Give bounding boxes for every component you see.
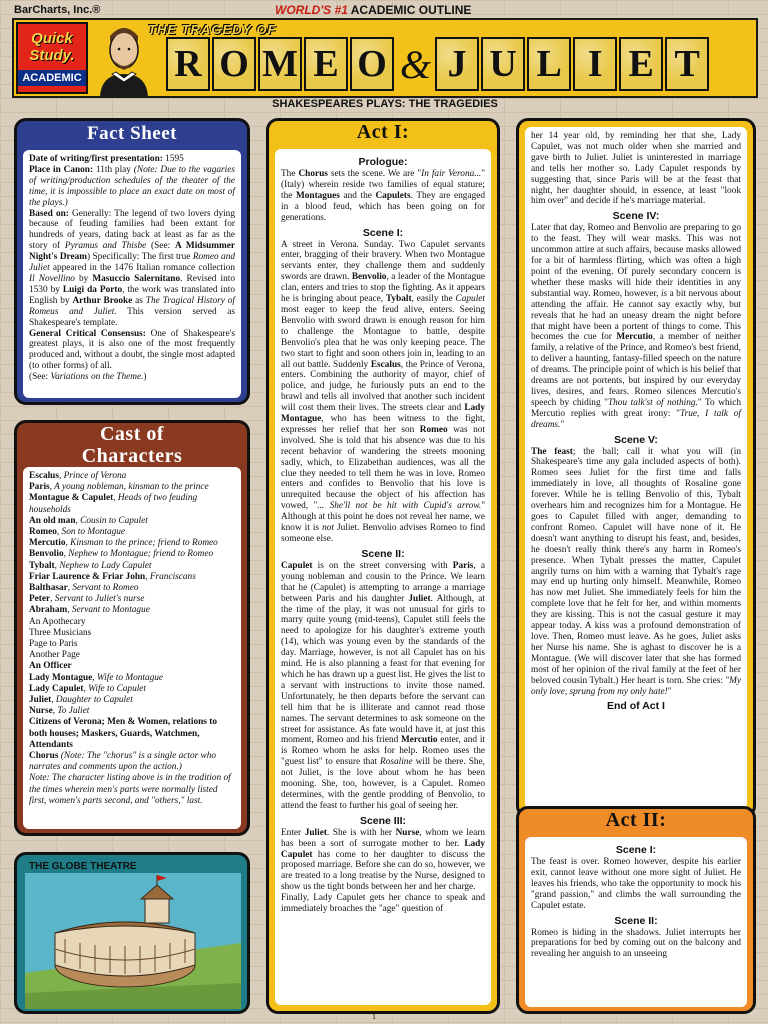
cast-entry — [29, 471, 235, 482]
scene-2-heading: Scene II: — [361, 547, 405, 560]
cast-entry — [29, 493, 235, 515]
end-of-act-1: End of Act I — [607, 700, 665, 713]
text-run: 11th play — [93, 164, 134, 175]
text-run: A street in Verona. Sunday. Two Capulet servants enter, bragging of their bravery. When two Montague servants enter, they challenge them and suddenly swords are drawn. — [281, 239, 485, 283]
text-run: Montagues — [295, 190, 340, 201]
text-run: Escalus — [29, 471, 59, 481]
text-run: An Apothecary — [29, 616, 86, 627]
text-run: Citizens of Verona; Men & Women, relations to both houses; Maskers, Guards, Watchmen, Attendants — [29, 717, 217, 750]
series-highlight: WORLD'S #1 — [275, 3, 348, 17]
text-run: Montague & Capulet — [29, 493, 114, 504]
text-run: most eager to keep the feud alive, enters. Seeing Benvolio with sword drawn is enough reason for him to challenge the Montague to battle, despite Benvolio's plea that he was only keeping peace. The two start to fight and soon others join in, leading to an all out battle. Suddenly — [281, 304, 485, 370]
text-run: , Kinsman to the prince; friend to Romeo — [65, 538, 218, 549]
text-run: not — [322, 523, 334, 534]
text-run: , To Juliet — [52, 706, 90, 717]
text-run: enter, and it is Romeo whom he asks for help. Romeo uses the "guest list" to ensure that — [281, 735, 485, 768]
text-run: Chorus — [29, 751, 59, 762]
title-letter: O — [350, 37, 394, 91]
text-run: Pyramus and Thisbe — [64, 241, 147, 252]
page-number: 1 — [372, 1012, 376, 1021]
text-run: Mercutio — [401, 735, 438, 746]
text-run: Nurse — [395, 827, 420, 838]
globe-title: THE GLOBE THEATRE — [29, 861, 137, 872]
text-run: ... She'll not be hit with Cupid's arrow. — [317, 501, 482, 512]
text-run: , a young nobleman and cousin to the Prince. We learn that he (Capulet) is attempting to arrange a marriage between Paris and his daughter — [281, 560, 486, 604]
text-run: Mercutio — [616, 332, 653, 343]
act-1-panel — [266, 118, 500, 1014]
text-run: , a leader of the Montague clan, enters and tries to stop the fighting. As it appears he is bringing about peace, — [281, 272, 486, 305]
text-run: My only love, sprung from my only hate! — [531, 675, 741, 697]
text-run: Juliet. Benvolio advises Romeo to find someone else. — [281, 523, 485, 544]
text-run: , the Prince of Verona, enters. Combining the authority of mayor, chief of police, and judge, he furiously puts an end to the brawl and tells all involved that another such incident will cost them their lives. The streets clear and — [281, 359, 485, 414]
text-run: Escalus — [370, 359, 401, 370]
text-run: Nurse — [29, 706, 53, 717]
scene-5-heading: Scene V: — [614, 433, 658, 446]
text-run: Generally: The legend of two lovers dying because of feuding families had been extant for hundreds of years, dating back at least as far as the story of — [29, 208, 235, 252]
cast-panel — [14, 420, 250, 836]
text-run: Romeo — [29, 527, 57, 538]
text-run: Lady Montague — [29, 672, 93, 683]
text-run: General Critical Consensus: — [29, 328, 146, 339]
scene-1-heading: Scene I: — [362, 226, 404, 239]
title-letter: O — [212, 37, 256, 91]
text-run: by — [74, 273, 93, 284]
text-run: Lady Montague — [281, 403, 485, 425]
text-run: , Servant to Juliet's nurse — [50, 594, 145, 605]
text-run: Juliet — [408, 593, 431, 604]
text-run: Tybalt — [29, 560, 55, 571]
text-run: ; the ball; call it what you will (in Shakespeare's time any gala included aspects of both). Romeo sees Juliet for the first time and falls immediately in love, all thoughts of Rosaline gone forever. While he is telling Benvolio of this, Tybalt overhears him and recognizes him for a Montague. He goes to Capulet filled with anger, demanding to confront Romeo. Capulet will have none of it. He doesn't want anything to disrupt his feast, and, besides, he doesn't really think there's any harm in Romeo's presence. When Tybalt presses the matter, Capulet angrily turns on him with a warning that Tybalt's rage may end up hurting only himself. Meanwhile, Romeo has now met Juliet. She immediately feels for him the complete love that he felt for her, and within moments they are kissing. This is not the casual gesture it may appear today. A kiss was a profound demonstration of love. Then, Romeo must leave. As he goes, Juliet asks her Nurse his name. She is aghast to discover he is a Montague. (We will discover later that she has formed most of her opinion of the rival family at the feet of her beloved cousin Tybalt.) Her heart is torn. She cries: " — [531, 446, 741, 686]
text-run: was not involved. She is told that his absence was due to his recent behavior of wandering the streets mooning sadly, which, to Elizabethan audiences, was all the clue they needed to tell them he was in love. Romeo enters and confides to Benvolio that his love is unrequited because the object of his affection has vowed, " — [281, 424, 485, 512]
series-rest: ACADEMIC OUTLINE — [350, 3, 472, 17]
text-run: and the — [339, 190, 376, 201]
cast-title — [17, 423, 247, 467]
text-run: Arthur Brooke — [72, 295, 133, 306]
series-label — [275, 3, 471, 17]
title-letter: R — [166, 37, 210, 91]
shakespeare-portrait — [92, 20, 156, 96]
series-strip: SHAKESPEARES PLAYS: THE TRAGEDIES — [272, 98, 498, 110]
act-2-title: Act II: — [605, 809, 667, 831]
scene-4-heading: Scene IV: — [612, 210, 660, 223]
text-run: " — [560, 419, 565, 430]
text-run: , who has been witness to the fight, expresses her relief that her son — [281, 414, 485, 435]
cast-entry — [29, 527, 235, 538]
cast-entry — [29, 516, 235, 527]
text-run: Later that day, Romeo and Benvolio are preparing to go to the feast. They will wear masks. This was not uncommon attire at such affairs, because masks allowed for a bit of harmless flirting, which was often a high point of the evening. Of purely secondary concern is whether these masks will hide their identities in any substantial way. Romeo, however, — [531, 223, 741, 299]
text-run: Benvolio — [29, 549, 64, 560]
cast-entry — [29, 639, 235, 650]
text-run: sets the scene. We are " — [327, 169, 422, 179]
title-subtitle: THE TRAGEDY OF — [148, 22, 277, 37]
cast-entry — [29, 695, 235, 706]
text-run: , Wife to Capulet — [83, 683, 147, 694]
text-run: Romeo and Juliet — [29, 252, 235, 274]
cast-entry — [29, 628, 235, 639]
globe-theatre-illustration — [25, 873, 241, 1009]
text-run: The Tragical History of Romeus and Juliet. — [29, 295, 235, 317]
text-run: , Heads of two feuding households — [29, 493, 198, 515]
cast-entry — [29, 673, 235, 684]
text-run: Another Page — [29, 650, 80, 661]
text-run: , Prince of Verona — [58, 471, 127, 481]
text-run: , a member of neither family, a relative of the Prince, and Romeo's best friend, to deliver a haunting, fantasy-filled speech on the nature of dreams. The principle point of which is his belief that dreams are not portents, but inspired by our everyday lives, desires, and fears. Romeo silences Mercutio's speech by chiding " — [531, 332, 742, 408]
logo-line-3: ACADEMIC — [18, 70, 86, 86]
text-run: Capulet — [281, 560, 313, 571]
cast-entry — [29, 661, 235, 672]
text-run: will be there. She, not Juliet, is the love about whom he has been mooning. She, too, however, is a Capulet. Romeo determines, with the gentle prodding of Benvolio, to attend the feast to further his goal of seeing her. — [281, 757, 485, 811]
text-run: Juliet — [304, 827, 327, 838]
title-letter: T — [665, 37, 709, 91]
act-1-continued-body — [525, 127, 747, 809]
globe-theatre-panel — [14, 852, 250, 1014]
text-run: , the work was translated into English by — [29, 284, 235, 306]
text-run: Romeo — [419, 424, 448, 435]
text-run: . Revised into 1530 by — [29, 273, 235, 295]
text-run: , Son to Montague — [56, 527, 126, 538]
text-run: ) — [143, 372, 147, 383]
text-run: , easily the — [411, 294, 456, 305]
text-run: . She is with her — [326, 827, 396, 838]
text-run: The feast is over. Romeo however, despite his earlier exit, cannot leave without one more sight of Juliet. He leaves his friends, who take the opportunity to mock his "grand passion," and climbs the wall surrounding the Capulet estate. — [531, 857, 741, 911]
act-2-scene-2-heading: Scene II: — [614, 914, 658, 927]
text-run: An Officer — [29, 661, 72, 672]
text-run: Capulet — [455, 294, 485, 305]
text-run: This version served as Shakespeare's template. — [29, 306, 235, 328]
title-letter: L — [527, 37, 571, 91]
text-run: Thou talk'st of nothing. — [607, 397, 698, 408]
text-run: , Nephew to Montague; friend to Romeo — [63, 549, 214, 560]
act-1-body — [275, 149, 491, 1005]
text-run: The feast — [531, 446, 573, 457]
text-run: , whom we learn has been a sort of surrogate mother to her. — [281, 827, 485, 849]
cast-entry — [29, 561, 235, 572]
text-run: (See: — [146, 241, 175, 252]
cast-entry — [29, 482, 235, 493]
title-letter: E — [304, 37, 348, 91]
text-run: Variations on the Theme. — [50, 372, 144, 383]
cast-entry — [29, 594, 235, 605]
text-run: Cast of — [99, 423, 165, 445]
title-letter: M — [258, 37, 302, 91]
text-run: Romeo is hiding in the shadows. Juliet interrupts her preparations for bed by coming out on the balcony and revealing her anguish to an unseeing — [531, 927, 741, 960]
play-title — [166, 36, 711, 92]
text-run: Paris — [29, 482, 50, 493]
text-run: Tybalt — [385, 294, 412, 305]
text-run: Benvolio — [351, 272, 387, 283]
text-run: Three Musicians — [29, 627, 92, 638]
text-run: Balthasar — [29, 583, 68, 594]
logo-line-1: Quick — [31, 30, 73, 47]
text-run: . They are engaged in a blood feud, which has been going on for generations. — [281, 190, 485, 223]
text-run: " To which Mercutio replies with great irony: " — [531, 397, 741, 419]
text-run: An old man — [29, 515, 76, 526]
text-run: True, I talk of dreams. — [531, 408, 742, 430]
logo-line-2: Study. — [29, 47, 75, 64]
title-letter: I — [573, 37, 617, 91]
title-letter: J — [435, 37, 479, 91]
cast-entry — [29, 706, 235, 717]
text-run: One of Shakespeare's greatest plays, it is also one of the most frequently produced and, without a doubt, the single most adapted (to other forms) of all. — [29, 328, 235, 372]
act-2-scene-1-heading: Scene I: — [615, 844, 657, 856]
fact-sheet-body — [23, 150, 241, 398]
title-letter: U — [481, 37, 525, 91]
act-1-continued-panel — [516, 118, 756, 818]
text-run: as — [132, 295, 146, 306]
quickstudy-logo — [16, 22, 88, 94]
text-run: Friar Laurence & Friar John — [29, 571, 146, 582]
text-run: Characters — [81, 445, 183, 467]
act-1-title: Act I: — [356, 121, 410, 143]
text-run: Note: The character listing above is in the tradition of the times wherein men's parts were normally listed first, women's parts second, and "others," last. — [29, 773, 231, 806]
text-run: , Servant to Montague — [67, 605, 150, 616]
text-run: Finally, Lady Capulet gets her chance to speak and immediately broaches the "age" question of — [281, 893, 485, 915]
prologue-heading: Prologue: — [358, 156, 408, 168]
text-run: her 14 year old, by reminding her that she, Lady Capulet, was not much older when she married and gave birth to Juliet. Juliet is uninterested in marriage and tells her mother so. Lady Capulet responds by suggesting that, since Paris will be at the feast that night, her daughter should, in essence, at least "look him over" and decide if he's marriage material. — [531, 131, 741, 207]
text-run: Juliet — [29, 695, 52, 706]
text-run: appeared in the 1476 Italian romance collection — [49, 263, 235, 274]
text-run: Date of writing/first presentation: — [29, 154, 163, 164]
text-run: Place in Canon: — [29, 164, 94, 175]
text-run: , A young nobleman, kinsman to the prince — [49, 482, 209, 493]
text-run: Masuccio Salernitano — [92, 273, 181, 284]
cast-entry — [29, 549, 235, 560]
text-run: has come to her daughter to discuss the proposed marriage. Before she can do so, however, we are treated to a long treatise by the Nurse, designed to show us the tight bonds between her and her charge. — [281, 849, 485, 893]
text-run: is on the street conversing with — [312, 560, 453, 571]
text-run: Paris — [452, 560, 474, 571]
scene-3-heading: Scene III: — [359, 814, 407, 827]
cast-entry — [29, 684, 235, 695]
text-run: ) Specifically: The first true — [87, 252, 193, 263]
text-run: " (Italy) wherein reside two families of equal stature; the — [281, 169, 486, 201]
title-ampersand: & — [400, 41, 432, 87]
text-run: A Midsummer Night's Dream — [29, 241, 235, 263]
title-letter: E — [619, 37, 663, 91]
text-run: , Franciscans — [145, 571, 196, 582]
text-run: , Cousin to Capulet — [75, 515, 148, 526]
text-run: Page to Paris — [29, 639, 78, 650]
text-run: Peter — [29, 594, 51, 605]
publisher-name: BarCharts, Inc.® — [14, 4, 101, 16]
text-run: " — [667, 686, 672, 697]
text-run: , Servant to Romeo — [67, 583, 139, 594]
text-run: Il Novellino — [29, 273, 75, 284]
text-run: " Although at this point he does not reveal her name, we know it is — [281, 501, 486, 534]
fact-sheet-panel — [14, 118, 250, 405]
text-run: Chorus — [298, 169, 328, 179]
text-run: The — [281, 169, 299, 179]
text-run: Rosaline — [380, 757, 413, 768]
cast-entry — [29, 583, 235, 594]
text-run: is — [660, 288, 668, 299]
cast-entry — [29, 538, 235, 549]
text-run: Lady Capulet — [281, 838, 485, 860]
text-run: a bit nervous about attending the affair. He cannot say exactly why, but reveals that he had an uneasy dream the night before that might have been a portent of things to come. This becomes the cue for — [531, 288, 741, 343]
text-run: Lady Capulet — [29, 683, 84, 694]
text-run: Enter — [281, 827, 305, 838]
text-run: , Nephew to Lady Capulet — [54, 560, 152, 571]
text-run: Mercutio — [29, 538, 66, 549]
fact-sheet-title: Fact Sheet — [87, 123, 177, 144]
text-run: , Wife to Montague — [92, 672, 164, 683]
text-run: (See: — [29, 372, 51, 383]
text-run: Abraham — [29, 605, 68, 616]
text-run: (Note: The "chorus" is a single actor who narrates and comments upon the action.) — [29, 751, 217, 773]
text-run: 1595 — [162, 154, 184, 164]
cast-entry — [29, 605, 235, 616]
text-run: Based on: — [29, 208, 69, 219]
text-run: Capulets — [375, 190, 411, 201]
act-2-body — [525, 837, 747, 1007]
text-run: . Although, at the time of the play, it was not unusual for girls to marry quite young (mid-teens), Capulet still feels the need to apologize for his daughter's extreme youth (14), which was young even by the standards of the day. Marriage, however, is not all Capulet has on his mind. He is also planning a feast for that evening for which he has drawn up a guest list. He gives the list to a servant with instructions to invite those named. Unfortunately, he then departs before the servant can tell him that he is illiterate and cannot read those names. The servant determines to ask someone on the street for assistance. As fate would have it, at just this moment, Romeo and his friend — [281, 593, 485, 746]
cast-entry — [29, 650, 235, 661]
text-run: , Daughter to Capulet — [51, 695, 133, 706]
cast-list — [23, 467, 241, 829]
act-2-panel — [516, 806, 756, 1014]
cast-entry — [29, 572, 235, 583]
text-run: In fair Verona... — [421, 169, 482, 179]
text-run: Luigi da Porto — [62, 284, 123, 295]
text-run: (Note: Due to the vagaries of writing/production schedules of the theater of the time, it is impossible to place an exact date on most of the plays.) — [29, 164, 235, 208]
cast-entry — [29, 617, 235, 628]
